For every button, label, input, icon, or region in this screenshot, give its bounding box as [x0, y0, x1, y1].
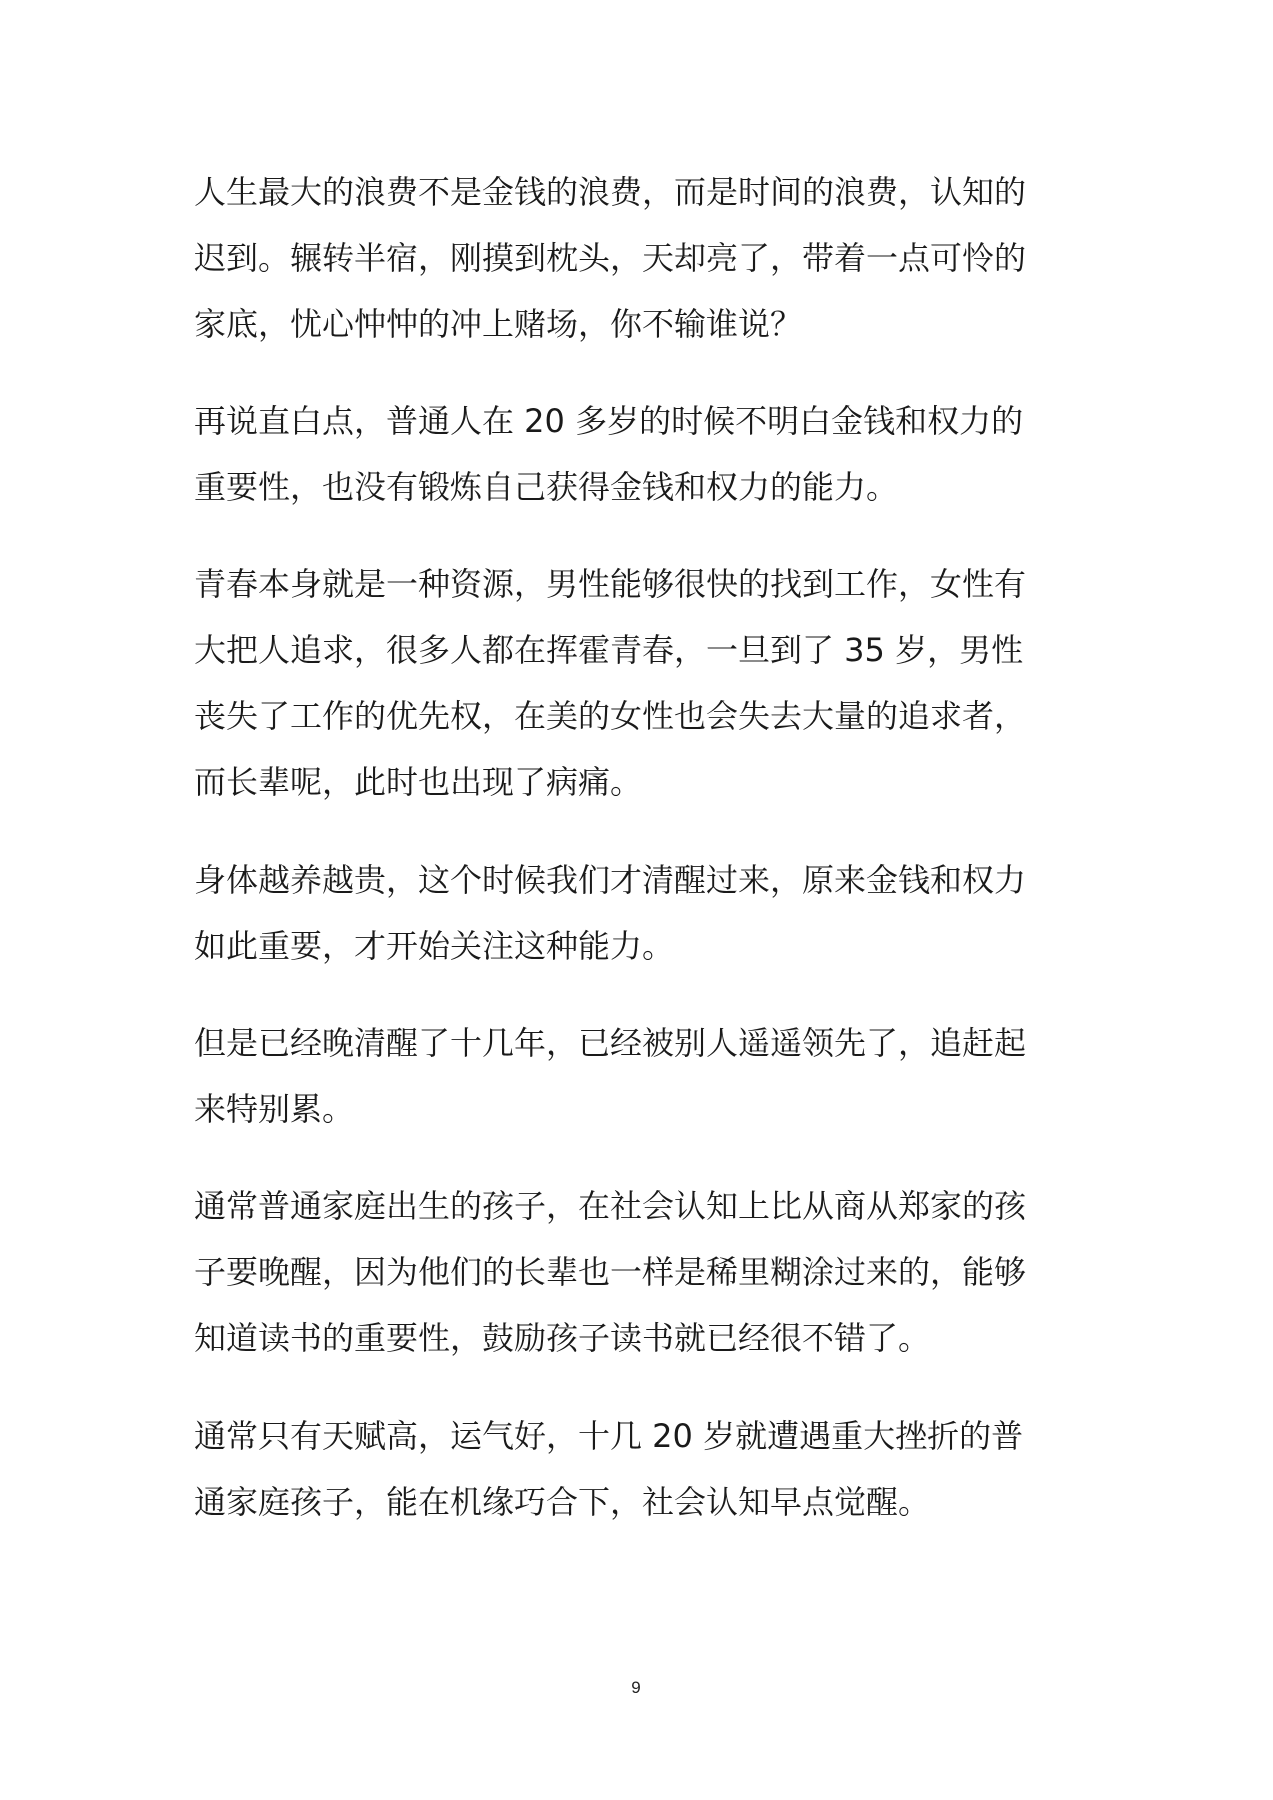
paragraph-3-line-4: 而长辈呢，此时也出现了病痛。	[194, 763, 643, 801]
paragraph-5-line-2: 来特别累。	[194, 1090, 355, 1128]
paragraph-1-line-1: 人生最大的浪费不是金钱的浪费，而是时间的浪费，认知的	[194, 173, 1027, 211]
paragraph-7-line-2: 通家庭孩子，能在机缘巧合下，社会认知早点觉醒。	[194, 1483, 931, 1521]
paragraph-2-line-1: 再说直白点，普通人在 20 多岁的时候不明白金钱和权力的	[194, 402, 1024, 440]
paragraph-3-line-1: 青春本身就是一种资源，男性能够很快的找到工作，女性有	[194, 565, 1027, 603]
paragraph-3-line-2: 大把人追求，很多人都在挥霍青春，一旦到了 35 岁，男性	[194, 631, 1024, 669]
paragraph-4-line-2: 如此重要，才开始关注这种能力。	[194, 927, 675, 965]
paragraph-7-line-1: 通常只有天赋高，运气好，十几 20 岁就遭遇重大挫折的普	[194, 1417, 1024, 1455]
paragraph-1-line-3: 家底，忧心忡忡的冲上赌场，你不输谁说？	[194, 305, 803, 343]
paragraph-4-line-1: 身体越养越贵，这个时候我们才清醒过来，原来金钱和权力	[194, 861, 1027, 899]
paragraph-2-line-2: 重要性，也没有锻炼自己获得金钱和权力的能力。	[194, 468, 899, 506]
paragraph-6-line-1: 通常普通家庭出生的孩子，在社会认知上比从商从郑家的孩	[194, 1187, 1027, 1225]
paragraph-6-line-2: 子要晚醒，因为他们的长辈也一样是稀里糊涂过来的，能够	[194, 1253, 1027, 1291]
paragraph-6-line-3: 知道读书的重要性，鼓励孩子读书就已经很不错了。	[194, 1319, 931, 1357]
page-number: 9	[631, 1678, 641, 1697]
paragraph-5-line-1: 但是已经晚清醒了十几年，已经被别人遥遥领先了，追赶起	[194, 1024, 1027, 1062]
paragraph-3-line-3: 丧失了工作的优先权，在美的女性也会失去大量的追求者，	[194, 697, 1027, 735]
paragraph-1-line-2: 迟到。辗转半宿，刚摸到枕头，天却亮了，带着一点可怜的	[194, 239, 1027, 277]
